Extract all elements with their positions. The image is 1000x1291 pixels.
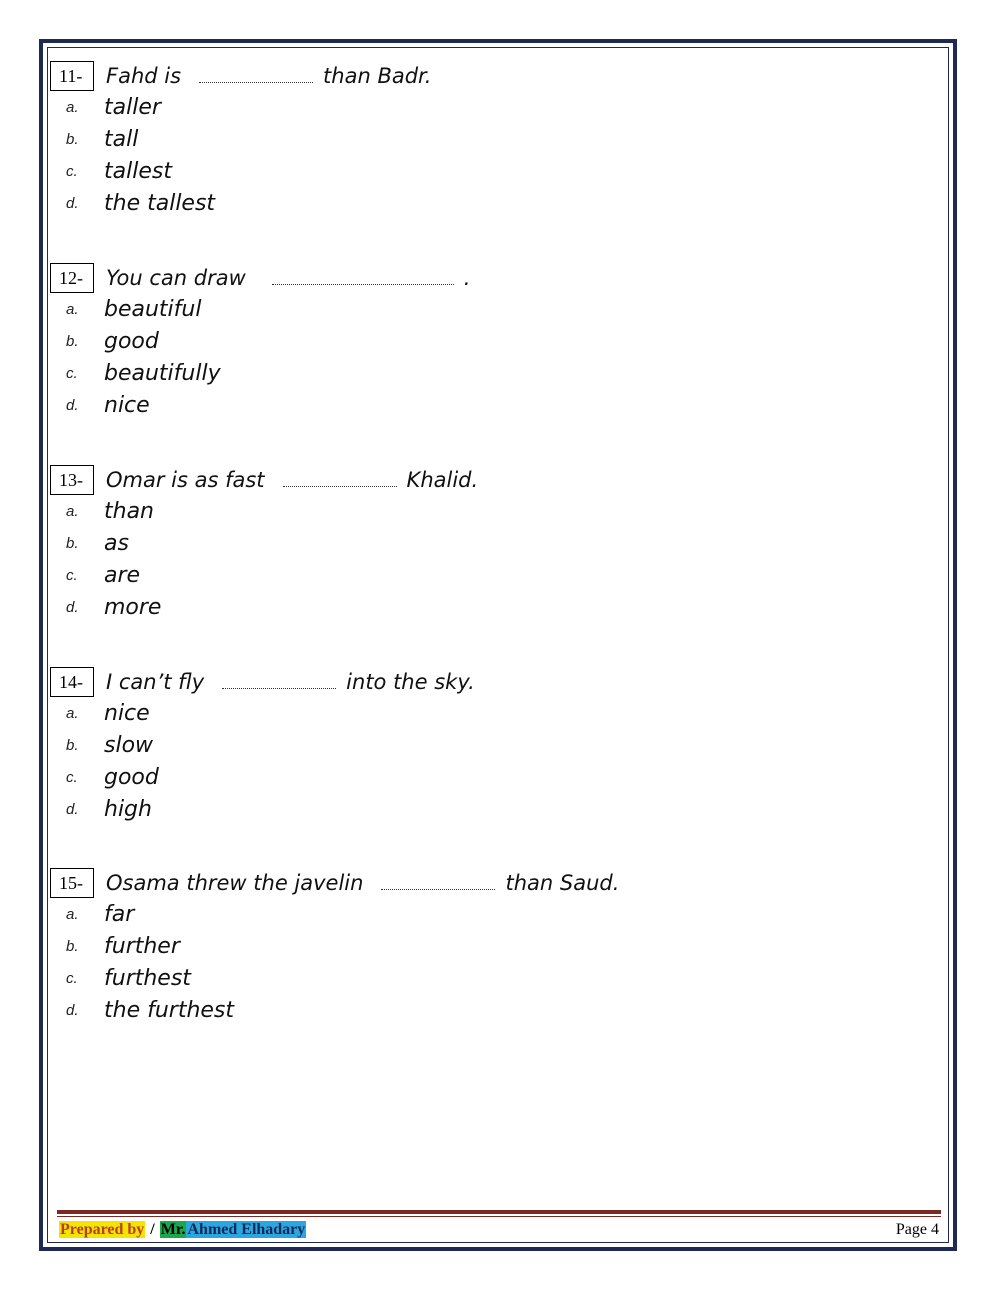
option-text: far <box>104 902 135 927</box>
stem-after: Khalid. <box>406 468 479 492</box>
option-letter: d. <box>66 397 79 414</box>
option-letter: c. <box>66 769 78 786</box>
option-letter: c. <box>66 163 78 180</box>
option-text: furthest <box>104 966 191 991</box>
option-letter: b. <box>66 938 79 955</box>
option-text: nice <box>104 393 150 418</box>
answer-blank <box>199 66 313 83</box>
answer-blank <box>272 268 454 285</box>
stem-before: Osama threw the javelin <box>106 871 364 895</box>
answer-blank <box>222 672 336 689</box>
option-letter: d. <box>66 1002 79 1019</box>
option-letter: b. <box>66 737 79 754</box>
option-b[interactable] <box>48 125 648 157</box>
option-letter: b. <box>66 535 79 552</box>
option-text: tallest <box>104 159 172 184</box>
option-text: as <box>104 531 129 556</box>
stem-after: into the sky. <box>346 670 475 694</box>
option-text: good <box>104 329 159 354</box>
question-number-box: 12- <box>50 263 94 293</box>
question-stem <box>106 868 619 898</box>
option-b[interactable] <box>48 529 648 561</box>
option-letter: b. <box>66 333 79 350</box>
option-letter: c. <box>66 567 78 584</box>
option-d[interactable] <box>48 391 648 423</box>
option-letter: a. <box>66 99 79 116</box>
option-b[interactable] <box>48 932 648 964</box>
option-letter: c. <box>66 365 78 382</box>
option-b[interactable] <box>48 731 648 763</box>
option-c[interactable] <box>48 763 648 795</box>
option-a[interactable] <box>48 900 648 932</box>
question-number-box: 13- <box>50 465 94 495</box>
page-number: Page 4 <box>895 1221 939 1238</box>
option-letter: a. <box>66 301 79 318</box>
option-letter: a. <box>66 906 79 923</box>
option-c[interactable] <box>48 964 648 996</box>
question-number-box: 15- <box>50 868 94 898</box>
option-b[interactable] <box>48 327 648 359</box>
footer-rule-thin <box>57 1216 941 1217</box>
option-letter: a. <box>66 705 79 722</box>
option-letter: b. <box>66 131 79 148</box>
option-c[interactable] <box>48 157 648 189</box>
answer-blank <box>283 470 397 487</box>
stem-before: Fahd is <box>106 64 182 88</box>
option-text: good <box>104 765 159 790</box>
option-d[interactable] <box>48 593 648 625</box>
option-text: nice <box>104 701 150 726</box>
option-letter: d. <box>66 195 79 212</box>
option-d[interactable] <box>48 795 648 827</box>
option-text: are <box>104 563 141 588</box>
page-border-inner <box>47 47 949 1243</box>
footer-rule-thick <box>57 1210 941 1214</box>
stem-after: . <box>463 266 471 290</box>
option-text: the tallest <box>104 191 216 216</box>
option-a[interactable] <box>48 497 648 529</box>
option-c[interactable] <box>48 561 648 593</box>
stem-before: I can’t fly <box>106 670 205 694</box>
stem-before: Omar is as fast <box>106 468 265 492</box>
stem-after: than Saud. <box>505 871 620 895</box>
option-a[interactable] <box>48 699 648 731</box>
option-text: more <box>104 595 162 620</box>
question-stem <box>106 465 478 495</box>
author-name: Ahmed Elhadary <box>187 1221 306 1238</box>
option-text: high <box>104 797 152 822</box>
option-text: beautifully <box>104 361 221 386</box>
option-letter: d. <box>66 801 79 818</box>
option-text: tall <box>104 127 139 152</box>
option-d[interactable] <box>48 189 648 221</box>
stem-before: You can draw <box>106 266 246 290</box>
author-title: Mr. <box>160 1221 186 1238</box>
option-text: than <box>104 499 154 524</box>
question-stem <box>106 263 470 293</box>
footer <box>59 1221 939 1243</box>
question-stem <box>106 61 431 91</box>
option-letter: a. <box>66 503 79 520</box>
option-d[interactable] <box>48 996 648 1028</box>
option-text: slow <box>104 733 154 758</box>
option-letter: d. <box>66 599 79 616</box>
option-text: beautiful <box>104 297 202 322</box>
option-text: the furthest <box>104 998 235 1023</box>
option-a[interactable] <box>48 295 648 327</box>
option-text: taller <box>104 95 161 120</box>
prepared-by-label: Prepared by <box>60 1221 145 1238</box>
option-a[interactable] <box>48 93 648 125</box>
question-number-box: 11- <box>50 61 94 91</box>
stem-after: than Badr. <box>323 64 432 88</box>
question-stem <box>106 667 475 697</box>
option-c[interactable] <box>48 359 648 391</box>
footer-slash: / <box>150 1221 155 1238</box>
answer-blank <box>381 873 495 890</box>
option-text: further <box>104 934 180 959</box>
option-letter: c. <box>66 970 78 987</box>
question-number-box: 14- <box>50 667 94 697</box>
